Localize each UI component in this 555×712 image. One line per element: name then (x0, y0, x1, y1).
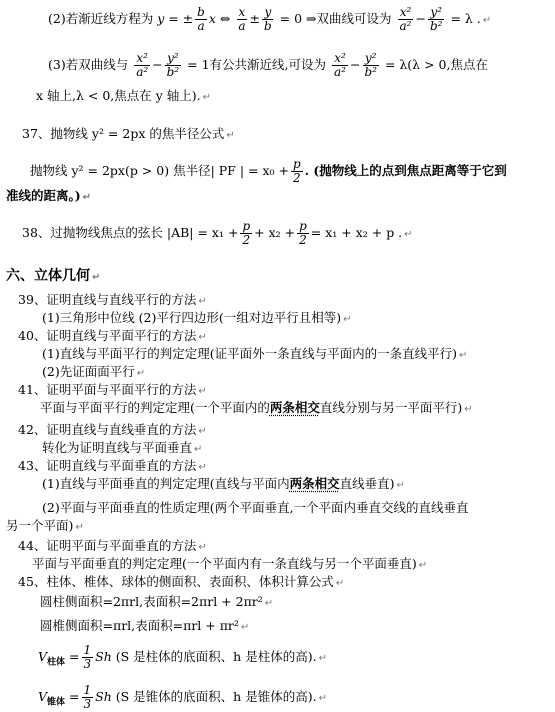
item-40: 40、证明直线与平面平行的方法 ↵ (18, 328, 207, 343)
item-45: 45、柱体、椎体、球体的侧面积、表面积、体积计算公式 ↵ (18, 574, 345, 589)
item-43-c: 另一个平面) ↵ (6, 518, 84, 533)
item-37-formula: 抛物线 y² = 2px(p > 0) 焦半径| PF | = x₀ + $\frac{p}{2}$ . (抛物线上的点到焦点距离等于它到 (30, 157, 507, 185)
volume-cylinder-formula: $V_{柱体}$ = $\frac{1}{3}$ Sh (S 是柱体的底面积、h 是柱体的高). ↵ (38, 643, 327, 671)
line-asymptote-3: (3)若双曲线与 $\frac{\text{x²}}{\text{a²}}$ − $\frac{\text{y²}}{\text{b²}}$ = 1有公共渐近线,可设为 $\frac{\text{x²}}{\text{a²}}$ − $\frac{\text{y²}}{\text{b²}}$ = λ(λ > 0,焦点在 (48, 51, 488, 79)
item-45-cone: 圆椎侧面积=πrl,表面积=πrl + πr² ↵ (40, 618, 250, 633)
item-39-a: (1)三角形中位线 (2)平行四边形(一组对边平行且相等) ↵ (42, 310, 352, 325)
item-42-a: 转化为证明直线与平面垂直 ↵ (42, 440, 203, 455)
line-asymptote-3b: x 轴上,λ < 0,焦点在 y 轴上). ↵ (36, 88, 212, 103)
frac-p-2: $\frac{p}{2}$ (292, 157, 301, 185)
item-43-b: (2)平面与平面垂直的性质定理(两个平面垂直,一个平面内垂直交线的直线垂直 (42, 500, 469, 515)
item-44-a: 平面与平面垂直的判定定理(一个平面内有一条直线与另一个平面垂直) ↵ (32, 556, 428, 571)
item-38: 38、过抛物线焦点的弦长 |AB| = x₁ + $\frac{p}{2}$ + x₂ + $\frac{p}{2}$ = x₁ + x₂ + p . ↵ (22, 219, 413, 247)
item-42: 42、证明直线与直线垂直的方法 ↵ (18, 422, 207, 437)
section-heading-solid-geometry: 六、立体几何 ↵ (6, 268, 101, 284)
frac-x-a: $\frac{x}{a}$ (238, 5, 246, 33)
frac-y2-b2: $\frac{\text{y²}}{\text{b²}}$ (429, 5, 443, 33)
item-43: 43、证明直线与平面垂直的方法 ↵ (18, 458, 207, 473)
item-40-a: (1)直线与平面平行的判定定理(证平面外一条直线与平面内的一条直线平行) ↵ (42, 346, 468, 361)
item-41-a: 平面与平面平行的判定定理(一个平面内的两条相交直线分别与另一平面平行) ↵ (40, 400, 473, 415)
item-40-b: (2)先证面面平行 ↵ (42, 364, 146, 379)
line-asymptote-2: (2)若渐近线方程为 y = ± $\frac{b}{a}$ x ⇔ $\frac{x}{a}$ ± $\frac{y}{b}$ = 0 ⇒双曲线可设为 $\frac{\text{x²}}{\text{a²}}$ − $\frac{\text{y²}}{\text{b²}}$ = λ . ↵ (48, 5, 492, 33)
frac-y-b: $\frac{y}{b}$ (263, 5, 272, 33)
item-39: 39、证明直线与直线平行的方法 ↵ (18, 292, 207, 307)
item-44: 44、证明平面与平面垂直的方法 ↵ (18, 538, 207, 553)
item-43-a: (1)直线与平面垂直的判定定理(直线与平面内两条相交直线垂直) ↵ (42, 476, 405, 491)
item-37: 37、抛物线 y² = 2px 的焦半径公式 ↵ (22, 126, 235, 141)
item-45-cylinder: 圆柱侧面积=2πrl,表面积=2πrl + 2πr² ↵ (40, 594, 274, 609)
frac-b-a: $\frac{b}{a}$ (197, 5, 205, 33)
volume-cone-formula: $V_{锥体}$ = $\frac{1}{3}$ Sh (S 是锥体的底面积、h 是锥体的高). ↵ (38, 683, 327, 711)
item-37-note: 准线的距离。) ↵ (6, 188, 92, 203)
frac-x2-a2: $\frac{\text{x²}}{\text{a²}}$ (399, 5, 412, 33)
item-41: 41、证明平面与平面平行的方法 ↵ (18, 382, 207, 397)
